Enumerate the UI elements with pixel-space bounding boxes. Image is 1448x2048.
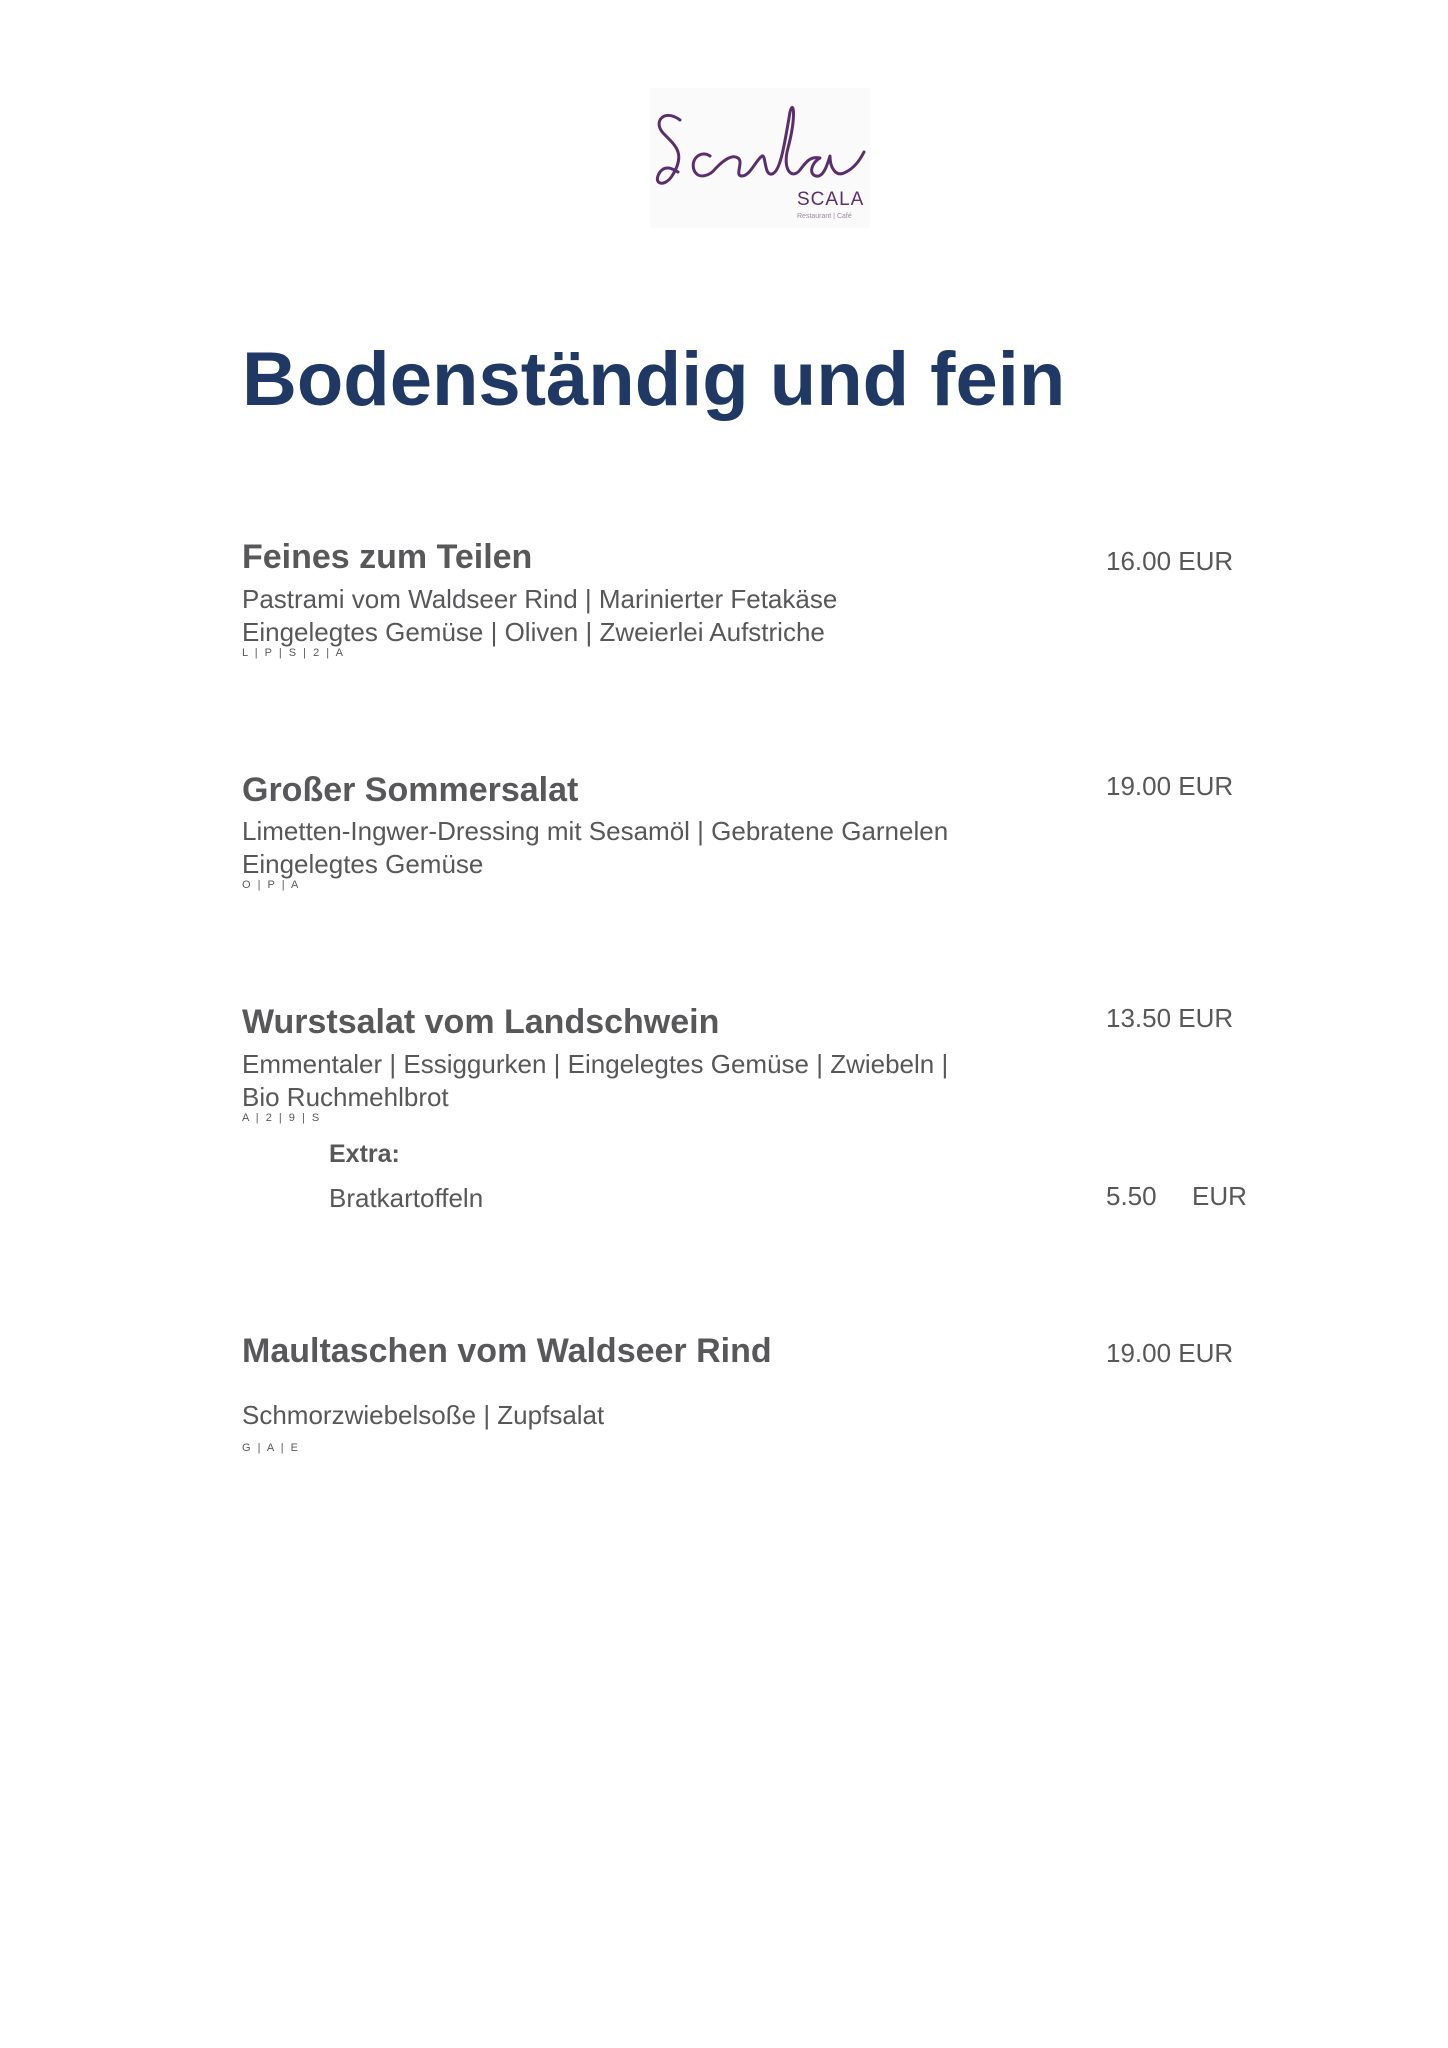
menu-item-description — [242, 1399, 604, 1432]
menu-item-name: Maultaschen vom Waldseer Rind — [242, 1332, 772, 1370]
logo-wordmark: SCALA — [797, 189, 865, 210]
menu-item-description-line: Emmentaler | Essiggurken | Eingelegtes Gemüse | Zwiebeln | — [242, 1049, 949, 1079]
allergen-codes: L | P | S | 2 | A — [242, 647, 345, 659]
allergen-codes: O | P | A — [242, 879, 301, 891]
menu-item-description — [242, 583, 837, 649]
menu-item-name: Wurstsalat vom Landschwein — [242, 1003, 720, 1041]
menu-item-price: 16.00 EUR — [1106, 546, 1234, 576]
menu-item-description-line: Limetten-Ingwer-Dressing mit Sesamöl | Gebratene Garnelen — [242, 816, 949, 846]
menu-item-price: 19.00 EUR — [1106, 1338, 1234, 1368]
menu-item-description — [242, 1048, 948, 1114]
restaurant-logo — [650, 88, 870, 228]
allergen-codes: G | A | E — [242, 1442, 300, 1454]
menu-item-price: 13.50 EUR — [1106, 1003, 1234, 1033]
extra-label: Extra: — [329, 1140, 400, 1168]
menu-item-description-line: Eingelegtes Gemüse — [242, 849, 484, 879]
menu-item-description-line: Schmorzwiebelsoße | Zupfsalat — [242, 1400, 605, 1430]
menu-item-name: Feines zum Teilen — [242, 538, 533, 576]
menu-item-description-line: Bio Ruchmehlbrot — [242, 1082, 449, 1112]
logo-tagline: Restaurant | Café — [797, 213, 852, 220]
menu-item-price: 19.00 EUR — [1106, 771, 1234, 801]
menu-item-description-line: Eingelegtes Gemüse | Oliven | Zweierlei Aufstriche — [242, 617, 825, 647]
extra-item-price: 5.50 — [1106, 1181, 1157, 1211]
menu-item-name: Großer Sommersalat — [242, 771, 579, 809]
extra-item-name: Bratkartoffeln — [329, 1183, 484, 1213]
menu-item-description — [242, 815, 948, 881]
page-title: Bodenständig und fein — [242, 337, 1066, 422]
menu-item-description-line: Pastrami vom Waldseer Rind | Marinierter Fetakäse — [242, 584, 838, 614]
extra-item-currency: EUR — [1192, 1181, 1247, 1211]
scala-script-logo-icon — [650, 88, 870, 198]
allergen-codes: A | 2 | 9 | S — [242, 1112, 322, 1124]
